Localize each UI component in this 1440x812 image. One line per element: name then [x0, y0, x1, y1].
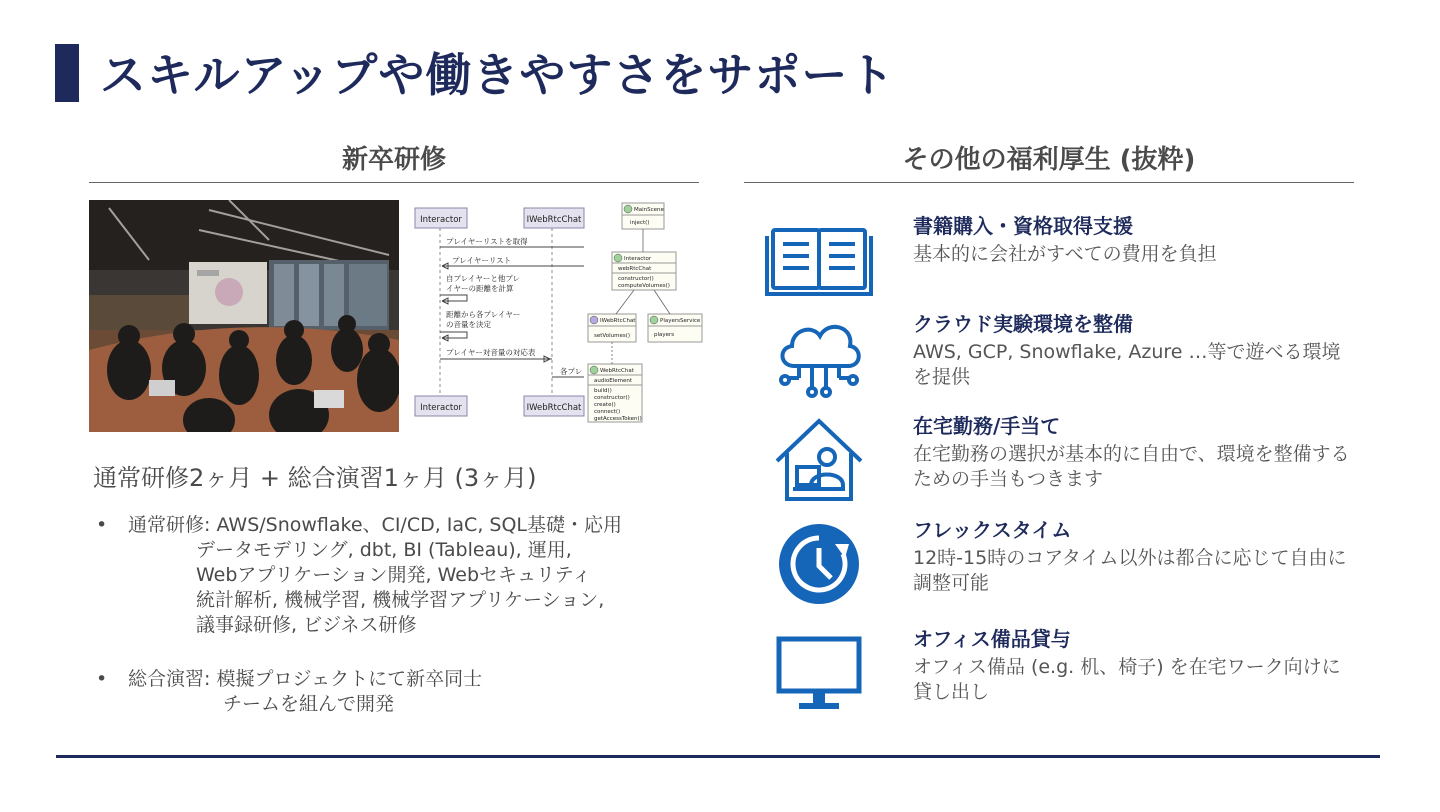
class-webrtcchat-member-6: getAccessToken(): [594, 416, 642, 422]
home-office-icon: [760, 412, 878, 508]
participant-iwebrtcchat-bottom: IWebRtcChat: [526, 403, 582, 413]
bullet-line: 統計解析, 機械学習, 機械学習アプリケーション,: [196, 589, 605, 611]
benefits-heading-rule: [744, 182, 1354, 183]
benefit-title: フレックスタイム: [913, 518, 1072, 542]
class-mainscene-member-1: inject(): [630, 220, 650, 226]
class-interactor-member-2: constructor(): [618, 276, 654, 282]
bullet-marker: •: [96, 514, 108, 536]
benefit-description: AWS, GCP, Snowflake, Azure …等で遊べる環境を提供: [913, 341, 1341, 388]
bullet-marker: •: [96, 668, 108, 690]
benefit-title: クラウド実験環境を整備: [913, 312, 1133, 336]
bullet-line: Webアプリケーション開発, Webセキュリティ: [196, 564, 592, 586]
benefit-item-flextime: [760, 516, 1360, 612]
class-mainscene-name: MainScene: [634, 207, 664, 213]
benefit-description: 12時-15時のコアタイム以外は都合に応じて自由に調整可能: [913, 547, 1347, 594]
benefit-item-equipment: [760, 625, 1360, 721]
benefits-heading: その他の福利厚生 (抜粋): [902, 145, 1196, 175]
participant-interactor-top: Interactor: [420, 215, 462, 225]
participant-iwebrtcchat-top: IWebRtcChat: [526, 215, 582, 225]
benefit-title: 書籍購入・資格取得支援: [913, 214, 1133, 238]
training-bullet-list: [93, 513, 622, 717]
bullet-line: チームを組んで開発: [223, 693, 395, 715]
benefit-item-remote: [760, 412, 1360, 508]
message-7: プレイヤー対音量の対応表: [446, 348, 536, 357]
message-4: イヤーの距離を計算: [446, 284, 514, 293]
monitor-icon: [760, 625, 878, 721]
participant-interactor-bottom: Interactor: [420, 403, 462, 413]
class-interactor-member-1: webRtcChat: [618, 266, 652, 272]
class-interactor-member-3: computeVolumes(): [618, 283, 670, 289]
benefit-description: 在宅勤務の選択が基本的に自由で、環境を整備するための手当もつきます: [913, 443, 1350, 490]
bullet-label: 総合演習:: [128, 668, 217, 690]
benefit-item-cloud: [760, 310, 1360, 406]
clock-refresh-icon: [760, 516, 878, 612]
class-playersservice-member-1: players: [654, 332, 675, 338]
class-webrtcchat-member-1: audioElement: [594, 378, 633, 384]
message-1: プレイヤーリストを取得: [446, 237, 528, 246]
benefit-description: 基本的に会社がすべての費用を負担: [913, 243, 1217, 265]
benefit-title: 在宅勤務/手当て: [913, 414, 1061, 438]
message-5: 距離から各プレイヤー: [446, 310, 521, 319]
class-interactor-name: Interactor: [624, 256, 652, 262]
class-webrtcchat-member-3: constructor(): [594, 395, 630, 401]
bullet-line: 模擬プロジェクトにて新卒同士: [216, 668, 483, 690]
bullet-line: 議事録研修, ビジネス研修: [196, 614, 417, 636]
list-item: [93, 513, 622, 638]
benefit-item-books: [760, 212, 1360, 308]
page-title: スキルアップや働きやすさをサポート: [100, 48, 896, 102]
title-accent-bar: [55, 44, 79, 102]
sequence-class-diagram: [412, 200, 704, 426]
benefit-title: オフィス備品貸与: [913, 627, 1071, 651]
message-8: 各プレ: [560, 367, 583, 376]
training-heading: 新卒研修: [341, 145, 446, 175]
message-6: の音量を決定: [446, 320, 491, 329]
bullet-label: 通常研修:: [128, 514, 217, 536]
training-photo: [89, 200, 399, 432]
class-webrtcchat-member-4: create(): [594, 402, 616, 408]
list-item: [93, 667, 622, 717]
training-heading-rule: [89, 182, 699, 183]
message-3: 自プレイヤーと他プレ: [446, 274, 521, 283]
message-2: プレイヤーリスト: [452, 256, 512, 265]
bottom-divider: [56, 755, 1380, 758]
bullet-line: AWS/Snowflake、CI/CD, IaC, SQL基礎・応用: [216, 514, 622, 536]
class-playersservice-name: PlayersService: [660, 318, 701, 324]
class-webrtcchat-member-2: build(): [594, 388, 612, 394]
benefit-description: オフィス備品 (e.g. 机、椅子) を在宅ワーク向けに貸し出し: [913, 656, 1341, 703]
cloud-network-icon: [760, 310, 878, 406]
open-book-icon: [760, 212, 878, 308]
bullet-line: データモデリング, dbt, BI (Tableau), 運用,: [196, 539, 572, 561]
training-summary: 通常研修2ヶ月 + 総合演習1ヶ月 (3ヶ月): [93, 464, 537, 492]
class-iwebrtcchat-name: IWebRtcChat: [600, 318, 636, 324]
class-iwebrtcchat-member-1: setVolumes(): [594, 333, 631, 339]
class-webrtcchat-member-5: connect(): [594, 409, 621, 415]
class-webrtcchat-name: WebRtcChat: [600, 368, 634, 374]
